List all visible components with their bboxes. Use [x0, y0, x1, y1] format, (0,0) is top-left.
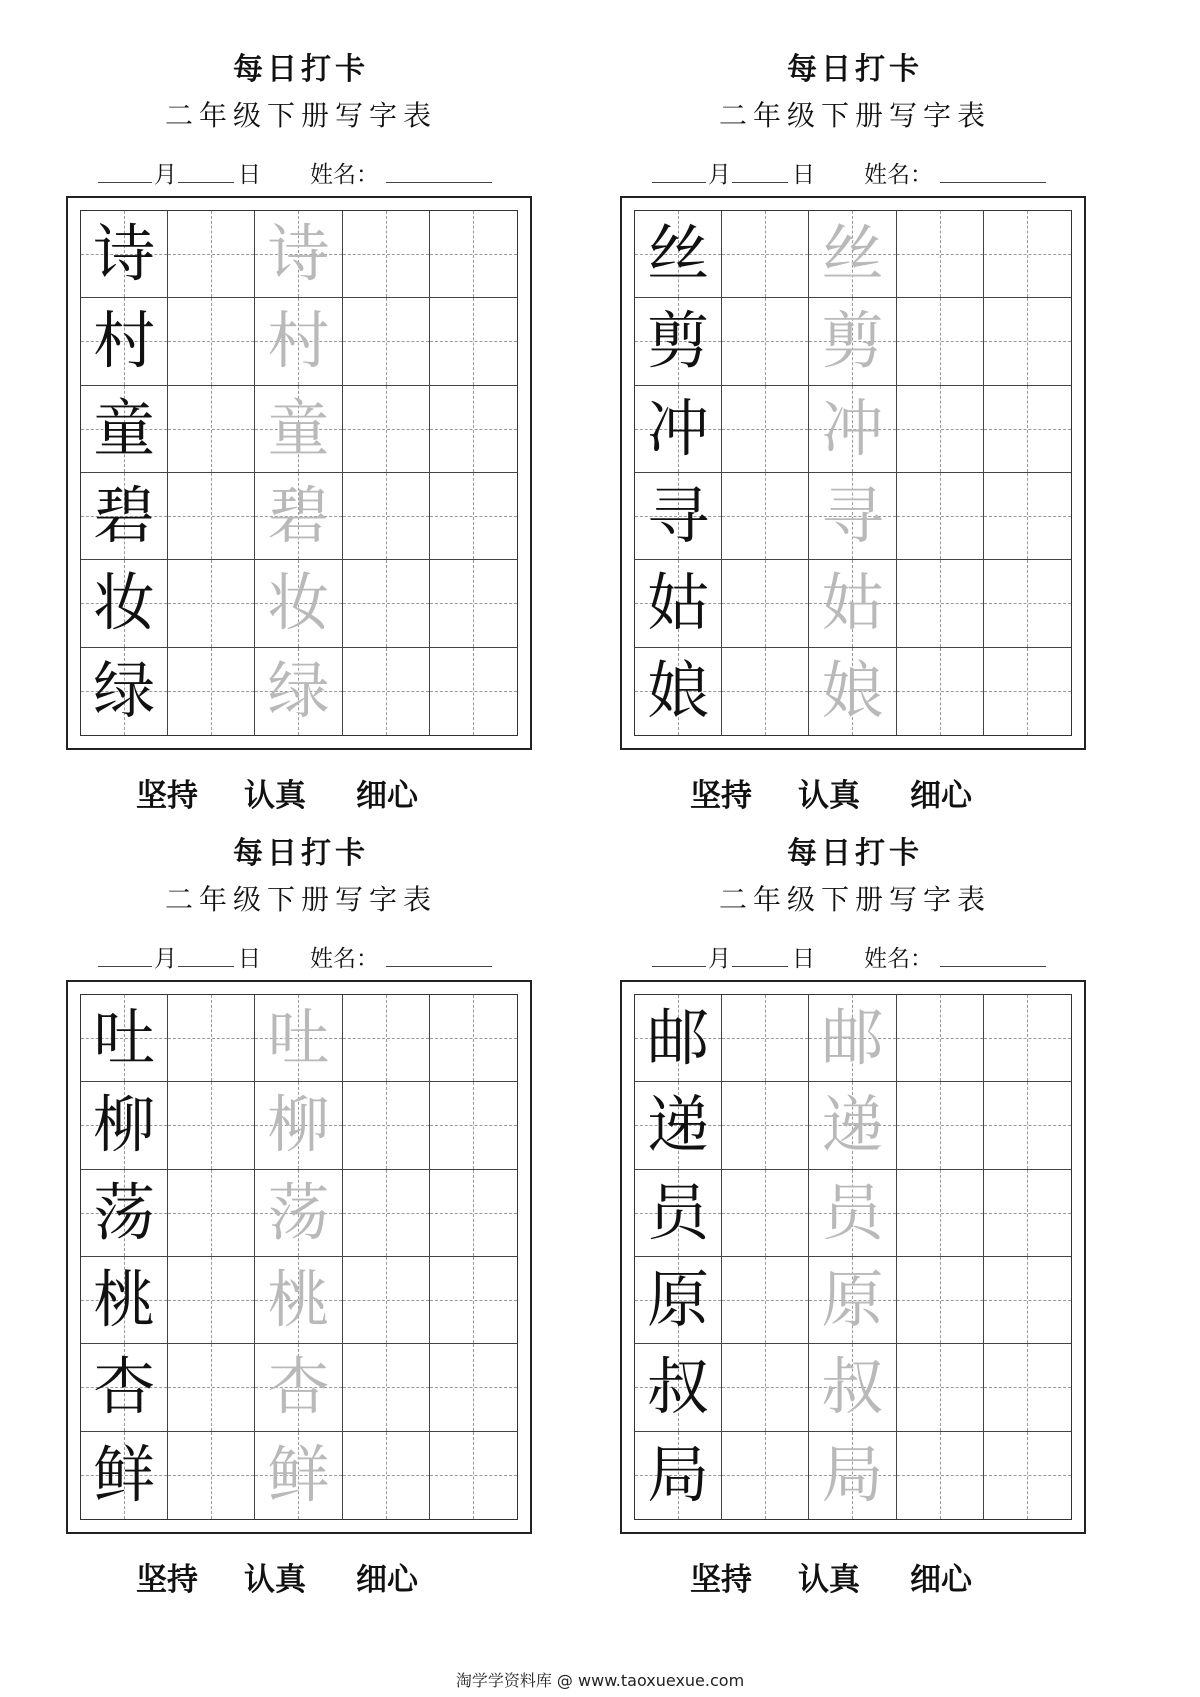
name-label: 姓名：	[310, 162, 379, 188]
writing-board	[620, 196, 1086, 750]
card-title: 每日打卡	[787, 52, 923, 87]
model-character: 叔	[647, 1350, 710, 1424]
practice-cell[interactable]	[897, 560, 984, 647]
trace-character: 姑	[821, 566, 884, 640]
motto-word: 认真	[798, 1562, 860, 1598]
practice-cell[interactable]	[984, 1082, 1071, 1169]
day-field[interactable]	[178, 966, 234, 967]
practice-cell[interactable]	[343, 560, 430, 647]
trace-cell	[809, 1344, 896, 1431]
trace-character: 桃	[267, 1263, 330, 1337]
practice-cell[interactable]	[897, 386, 984, 473]
trace-character: 娘	[821, 654, 884, 728]
practice-cell[interactable]	[897, 1432, 984, 1519]
trace-cell	[255, 1344, 342, 1431]
model-character: 冲	[647, 391, 710, 465]
practice-card	[66, 0, 536, 820]
practice-cell[interactable]	[722, 386, 809, 473]
model-character: 童	[93, 391, 156, 465]
model-character: 妆	[93, 566, 156, 640]
model-character: 剪	[647, 304, 710, 378]
date-name-line	[652, 152, 1082, 188]
month-field[interactable]	[652, 182, 706, 183]
motto-word: 认真	[244, 1562, 306, 1598]
model-cell	[81, 995, 168, 1082]
practice-cell[interactable]	[430, 298, 517, 385]
practice-cell[interactable]	[430, 1082, 517, 1169]
practice-cell[interactable]	[430, 1344, 517, 1431]
trace-cell	[255, 473, 342, 560]
card-subtitle: 二年级下册写字表	[164, 99, 437, 132]
model-cell	[81, 1257, 168, 1344]
model-character: 局	[647, 1438, 710, 1512]
model-cell	[635, 995, 722, 1082]
practice-cell[interactable]	[430, 473, 517, 560]
writing-board	[66, 980, 532, 1534]
model-cell	[635, 386, 722, 473]
model-character: 绿	[93, 654, 156, 728]
practice-cell[interactable]	[897, 1082, 984, 1169]
practice-cell[interactable]	[722, 995, 809, 1082]
practice-cell[interactable]	[897, 1170, 984, 1257]
model-cell	[635, 1344, 722, 1431]
model-cell	[81, 1170, 168, 1257]
model-character: 柳	[93, 1088, 156, 1162]
practice-cell[interactable]	[343, 1082, 430, 1169]
practice-cell[interactable]	[722, 648, 809, 735]
model-cell	[635, 1432, 722, 1519]
month-label: 月	[708, 162, 731, 188]
trace-character: 吐	[267, 1001, 330, 1075]
trace-cell	[809, 560, 896, 647]
model-character: 姑	[647, 566, 710, 640]
trace-cell	[809, 1170, 896, 1257]
model-cell	[635, 211, 722, 298]
practice-card	[66, 784, 536, 1604]
footer-credit: 淘学学资料库 @ www.taoxuexue.com	[455, 1671, 745, 1690]
name-field[interactable]	[386, 966, 492, 967]
practice-cell[interactable]	[168, 1432, 255, 1519]
tian-zi-grid	[634, 994, 1072, 1520]
model-cell	[81, 473, 168, 560]
trace-character: 鲜	[267, 1438, 330, 1512]
model-cell	[81, 211, 168, 298]
trace-character: 童	[267, 391, 330, 465]
practice-cell[interactable]	[984, 1344, 1071, 1431]
model-character: 村	[93, 304, 156, 378]
card-title: 每日打卡	[233, 52, 369, 87]
motto-word: 认真	[244, 778, 306, 814]
practice-cell[interactable]	[984, 473, 1071, 560]
practice-cell[interactable]	[722, 298, 809, 385]
date-name-line	[652, 936, 1082, 972]
practice-cell[interactable]	[430, 648, 517, 735]
trace-cell	[255, 298, 342, 385]
model-cell	[635, 1082, 722, 1169]
model-cell	[635, 298, 722, 385]
model-character: 桃	[93, 1263, 156, 1337]
trace-character: 剪	[821, 304, 884, 378]
model-character: 寻	[647, 479, 710, 553]
trace-character: 妆	[267, 566, 330, 640]
trace-cell	[255, 560, 342, 647]
practice-cell[interactable]	[984, 1170, 1071, 1257]
practice-cell[interactable]	[984, 211, 1071, 298]
day-label: 日	[238, 946, 261, 972]
practice-cell[interactable]	[168, 473, 255, 560]
trace-character: 寻	[821, 479, 884, 553]
day-field[interactable]	[732, 182, 788, 183]
name-label: 姓名：	[310, 946, 379, 972]
day-field[interactable]	[732, 966, 788, 967]
practice-cell[interactable]	[168, 1344, 255, 1431]
model-cell	[81, 386, 168, 473]
model-character: 杏	[93, 1350, 156, 1424]
practice-cell[interactable]	[722, 211, 809, 298]
practice-cell[interactable]	[168, 1170, 255, 1257]
motto-word: 坚持	[136, 778, 198, 814]
tian-zi-grid	[80, 994, 518, 1520]
trace-cell	[255, 1170, 342, 1257]
practice-cell[interactable]	[168, 560, 255, 647]
motto-word: 坚持	[690, 778, 752, 814]
day-field[interactable]	[178, 182, 234, 183]
card-subtitle: 二年级下册写字表	[718, 99, 991, 132]
practice-cell[interactable]	[722, 1257, 809, 1344]
practice-cell[interactable]	[343, 1432, 430, 1519]
trace-character: 碧	[267, 479, 330, 553]
motto-word: 认真	[798, 778, 860, 814]
card-title: 每日打卡	[787, 836, 923, 871]
trace-character: 诗	[267, 217, 330, 291]
card-subtitle: 二年级下册写字表	[718, 883, 991, 916]
name-field[interactable]	[940, 966, 1046, 967]
practice-cell[interactable]	[168, 1257, 255, 1344]
month-field[interactable]	[652, 966, 706, 967]
trace-cell	[255, 995, 342, 1082]
name-label: 姓名：	[864, 162, 933, 188]
trace-character: 荡	[267, 1175, 330, 1249]
trace-cell	[255, 211, 342, 298]
practice-cell[interactable]	[984, 995, 1071, 1082]
trace-cell	[809, 298, 896, 385]
month-field[interactable]	[98, 966, 152, 967]
practice-cell[interactable]	[343, 1344, 430, 1431]
practice-cell[interactable]	[343, 648, 430, 735]
practice-cell[interactable]	[430, 1170, 517, 1257]
practice-cell[interactable]	[168, 386, 255, 473]
practice-cell[interactable]	[897, 298, 984, 385]
practice-cell[interactable]	[984, 1257, 1071, 1344]
motto-word: 细心	[910, 778, 972, 814]
trace-cell	[809, 1432, 896, 1519]
trace-character: 局	[821, 1438, 884, 1512]
practice-cell[interactable]	[984, 648, 1071, 735]
practice-cell[interactable]	[897, 1257, 984, 1344]
practice-cell[interactable]	[343, 1257, 430, 1344]
trace-cell	[255, 1082, 342, 1169]
trace-character: 冲	[821, 391, 884, 465]
month-field[interactable]	[98, 182, 152, 183]
model-character: 鲜	[93, 1438, 156, 1512]
trace-character: 杏	[267, 1350, 330, 1424]
practice-cell[interactable]	[722, 1432, 809, 1519]
motto-word: 细心	[910, 1562, 972, 1598]
practice-cell[interactable]	[430, 560, 517, 647]
name-field[interactable]	[940, 182, 1046, 183]
model-character: 娘	[647, 654, 710, 728]
practice-cell[interactable]	[343, 1170, 430, 1257]
model-character: 荡	[93, 1175, 156, 1249]
date-name-line	[98, 152, 528, 188]
model-cell	[635, 473, 722, 560]
motto-word: 细心	[356, 1562, 418, 1598]
trace-character: 村	[267, 304, 330, 378]
model-cell	[635, 1257, 722, 1344]
model-cell	[81, 648, 168, 735]
trace-character: 绿	[267, 654, 330, 728]
model-cell	[635, 1170, 722, 1257]
practice-cell[interactable]	[984, 298, 1071, 385]
writing-board	[620, 980, 1086, 1534]
model-character: 吐	[93, 1001, 156, 1075]
trace-cell	[255, 1257, 342, 1344]
motto-word: 细心	[356, 778, 418, 814]
card-subtitle: 二年级下册写字表	[164, 883, 437, 916]
practice-cell[interactable]	[430, 211, 517, 298]
writing-board	[66, 196, 532, 750]
tian-zi-grid	[80, 210, 518, 736]
trace-cell	[809, 473, 896, 560]
trace-cell	[255, 386, 342, 473]
trace-character: 叔	[821, 1350, 884, 1424]
month-label: 月	[154, 946, 177, 972]
practice-cell[interactable]	[722, 473, 809, 560]
motto-line	[620, 1554, 1090, 1598]
tian-zi-grid	[634, 210, 1072, 736]
trace-character: 丝	[821, 217, 884, 291]
practice-cell[interactable]	[897, 648, 984, 735]
trace-cell	[809, 1257, 896, 1344]
month-label: 月	[708, 946, 731, 972]
practice-cell[interactable]	[430, 995, 517, 1082]
trace-cell	[809, 386, 896, 473]
day-label: 日	[792, 162, 815, 188]
month-label: 月	[154, 162, 177, 188]
model-character: 诗	[93, 217, 156, 291]
motto-line	[66, 1554, 536, 1598]
practice-cell[interactable]	[722, 1344, 809, 1431]
model-character: 递	[647, 1088, 710, 1162]
model-character: 员	[647, 1175, 710, 1249]
practice-cell[interactable]	[897, 995, 984, 1082]
model-cell	[635, 648, 722, 735]
model-character: 碧	[93, 479, 156, 553]
trace-cell	[809, 211, 896, 298]
practice-cell[interactable]	[430, 1432, 517, 1519]
trace-cell	[255, 648, 342, 735]
practice-cell[interactable]	[168, 995, 255, 1082]
practice-cell[interactable]	[168, 298, 255, 385]
practice-cell[interactable]	[430, 386, 517, 473]
name-field[interactable]	[386, 182, 492, 183]
trace-cell	[809, 1082, 896, 1169]
name-label: 姓名：	[864, 946, 933, 972]
day-label: 日	[792, 946, 815, 972]
practice-cell[interactable]	[168, 648, 255, 735]
motto-word: 坚持	[136, 1562, 198, 1598]
card-title: 每日打卡	[233, 836, 369, 871]
practice-cell[interactable]	[897, 1344, 984, 1431]
model-character: 邮	[647, 1001, 710, 1075]
practice-cell[interactable]	[897, 211, 984, 298]
model-cell	[81, 298, 168, 385]
trace-cell	[255, 1432, 342, 1519]
practice-cell[interactable]	[343, 211, 430, 298]
practice-cell[interactable]	[430, 1257, 517, 1344]
trace-cell	[809, 995, 896, 1082]
practice-cell[interactable]	[722, 1170, 809, 1257]
trace-character: 递	[821, 1088, 884, 1162]
trace-character: 原	[821, 1263, 884, 1337]
trace-character: 柳	[267, 1088, 330, 1162]
practice-cell[interactable]	[343, 995, 430, 1082]
practice-cell[interactable]	[722, 560, 809, 647]
practice-cell[interactable]	[343, 386, 430, 473]
practice-cell[interactable]	[984, 1432, 1071, 1519]
practice-cell[interactable]	[343, 473, 430, 560]
trace-character: 员	[821, 1175, 884, 1249]
model-cell	[81, 1082, 168, 1169]
trace-character: 邮	[821, 1001, 884, 1075]
trace-cell	[809, 648, 896, 735]
practice-cell[interactable]	[168, 1082, 255, 1169]
model-cell	[81, 1432, 168, 1519]
model-character: 丝	[647, 217, 710, 291]
model-character: 原	[647, 1263, 710, 1337]
practice-card	[620, 0, 1090, 820]
model-cell	[81, 1344, 168, 1431]
practice-card	[620, 784, 1090, 1604]
date-name-line	[98, 936, 528, 972]
practice-cell[interactable]	[343, 298, 430, 385]
practice-cell[interactable]	[984, 386, 1071, 473]
practice-cell[interactable]	[984, 560, 1071, 647]
practice-cell[interactable]	[897, 473, 984, 560]
model-cell	[635, 560, 722, 647]
model-cell	[81, 560, 168, 647]
practice-cell[interactable]	[168, 211, 255, 298]
practice-cell[interactable]	[722, 1082, 809, 1169]
day-label: 日	[238, 162, 261, 188]
motto-word: 坚持	[690, 1562, 752, 1598]
